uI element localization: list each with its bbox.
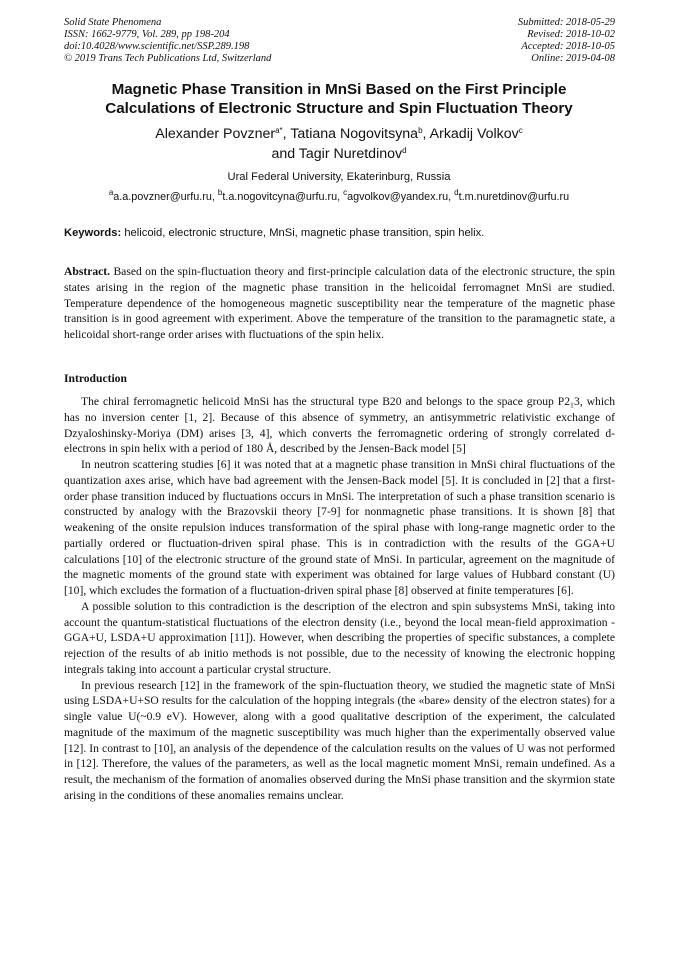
author-separator: , (282, 126, 291, 142)
author-line (60, 144, 618, 164)
keywords-label: Keywords: (64, 227, 122, 239)
journal-copyright: © 2019 Trans Tech Publications Ltd, Switzerland (64, 53, 272, 64)
author-name: Alexander Povzner (155, 126, 276, 142)
email-separator: , (448, 191, 455, 203)
date-accepted: Accepted: 2018-10-05 (521, 41, 615, 52)
author-line (60, 124, 618, 144)
email-address[interactable]: t.m.nuretdinov@urfu.ru (458, 191, 570, 203)
paragraph: In neutron scattering studies [6] it was noted that at a magnetic phase transition in MnSi chiral fluctuations of the quantization axes arise, which have bad agreement with the Jensen-Back model [5]. It is concluded in [2] that a first-order phase transition induced by fluctuations occurs in MnSi. The interpretation of such a phase transition scenario is constructed by analogy with the Brazovskii theory [7-9] for nonmagnetic phase transitions. It is shown [8] that weakening of the onsite repulsion induces transformation of the spiral phase with long-range magnetic order to the partially ordered or fluctuation-driven spiral phase. This is in contradiction with the results of the GGA+U calculations [10] of the electronic structure of the ground state of MnSi. In particular, agreement on the magnitude of the magnetic moments of the ground state with experiment was obtained for large values of Hubbard constant (U) [10], which excludes the formation of a fluctuation-driven spiral phase [8] observed at finite temperatures [6]. (64, 458, 615, 597)
author-superscript: c (518, 126, 523, 135)
journal-doi[interactable]: doi:10.4028/www.scientific.net/SSP.289.198 (64, 41, 250, 52)
journal-info (64, 17, 271, 65)
journal-issn: ISSN: 1662-9779, Vol. 289, pp 198-204 (64, 29, 230, 40)
date-submitted: Submitted: 2018-05-29 (517, 17, 615, 28)
author-separator: , (422, 126, 430, 142)
email-separator: , (337, 191, 344, 203)
affiliation: Ural Federal University, Ekaterinburg, Russia (227, 171, 451, 183)
title-line: Magnetic Phase Transition in MnSi Based on the First Principle (111, 81, 567, 98)
email-address[interactable]: agvolkov@yandex.ru (347, 191, 449, 203)
author-superscript: b (418, 126, 423, 135)
email-address[interactable]: t.a.nogovitcyna@urfu.ru (222, 191, 338, 203)
email-separator: , (211, 191, 218, 203)
author-name: Arkadij Volkov (429, 126, 519, 142)
paragraph: In previous research [12] in the framework of the spin-fluctuation theory, we studied the magnetic state of MnSi using LSDA+U+SO results for the calculation of the hopping integrals (the «bare» density of the electron states) for a single value U(~0.9 eV). However, along with a good qualitative description of the experiment, the calculated magnitude of the maximum of the magnetic susceptibility was much higher than the experimentally observed value [12]. In contrast to [10], an analysis of the dependence of the calculation results on the values of U was not performed in [12]. Therefore, the values of the parameters, as well as the local magnetic moment MnSi, remain undefined. As a result, the mechanism of the formation of anomalies observed during the MnSi phase transition and the skyrmion state arising in the conditions of these anomalies remains unclear. (64, 678, 615, 802)
email-superscript: d (454, 188, 459, 197)
journal-name: Solid State Phenomena (64, 17, 162, 28)
author-list (60, 124, 618, 164)
abstract (64, 264, 615, 343)
email-list (40, 190, 638, 204)
author-name: Tagir Nuretdinov (298, 146, 403, 162)
publication-dates (518, 17, 615, 65)
author-superscript: a* (275, 126, 283, 135)
date-revised: Revised: 2018-10-02 (527, 29, 615, 40)
email-superscript: a (108, 188, 114, 197)
paragraph: A possible solution to this contradiction is the description of the electron and spin subsystems MnSi, taking into account the quantum-statistical fluctuations of the electron density (i.e., beyond the local mean-field approximation - GGA+U, LSDA+U approximation [11]). However, when describing the properties of specific substances, a complete rejection of the results of ab initio methods is not possible, due to the necessity of knowing the electronic hopping integrals taking into account a particular crystal structure. (64, 599, 615, 676)
paper-title (60, 80, 618, 118)
email-address[interactable]: a.a.povzner@urfu.ru (113, 191, 212, 203)
date-online: Online: 2019-04-08 (531, 53, 615, 64)
keywords-text: helicoid, electronic structure, MnSi, magnetic phase transition, spin helix. (124, 227, 485, 239)
abstract-text: Based on the spin-fluctuation theory and first-principle calculation data of the electronic structure, the spin states arising in the region of the magnetic phase transition in the helicoidal ferromagnet MnSi are studied. Temperature dependence of the homogeneous magnetic susceptibility near the temperature of the magnetic phase transition is in good agreement with experiment. Above the temperature of the transition to the paramagnetic state, a helicoidal short-range order arises with fluctuations of the spin helix. (64, 265, 615, 341)
title-line: Calculations of Electronic Structure and Spin Fluctuation Theory (105, 100, 573, 117)
email-superscript: b (217, 188, 223, 197)
email-superscript: c (343, 188, 348, 197)
author-name: Tatiana Nogovitsyna (290, 126, 419, 142)
keywords (64, 226, 616, 240)
author-superscript: d (402, 146, 407, 155)
author-separator: and (271, 146, 299, 162)
introduction-body (64, 394, 615, 804)
abstract-label: Abstract. (64, 265, 111, 278)
paragraph: The chiral ferromagnetic helicoid MnSi has the structural type B20 and belongs to the space group P2₁3, which has no inversion center [1, 2]. Because of this absence of symmetry, an antisymmetric relativistic exchange of Dzyaloshinsky-Moriya (DM) arises [3, 4], which converts the ferromagnetic ordering of strongly correlated d-electrons in spin helix with a period of 180 Å, described by the Jensen-Back model [5] (64, 395, 615, 456)
section-heading-introduction: Introduction (64, 372, 127, 385)
